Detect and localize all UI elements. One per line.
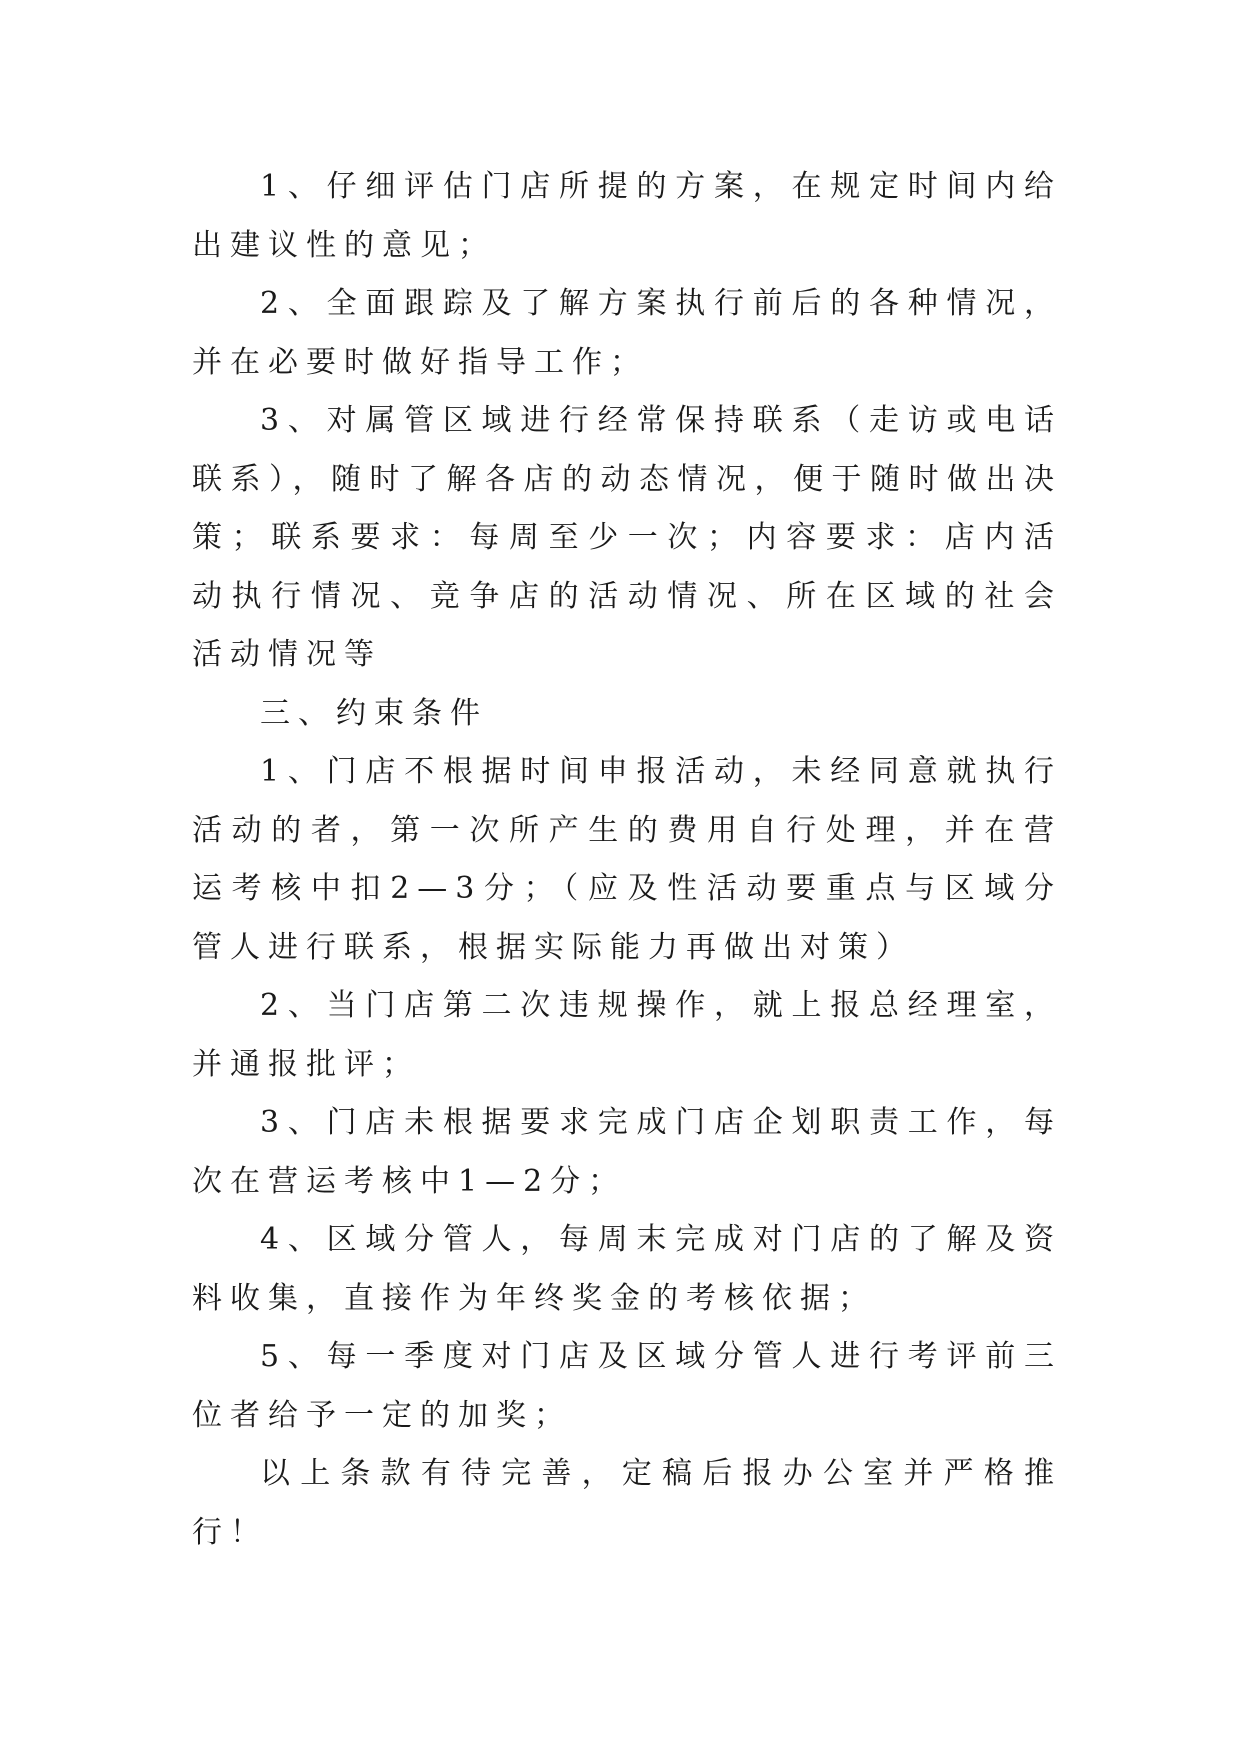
paragraph-duty-1: 1、仔细评估门店所提的方案，在规定时间内给出建议性的意见； — [192, 169, 1062, 263]
paragraph-duty-3: 3、对属管区域进行经常保持联系（走访或电话联系），随时了解各店的动态情况，便于随时做出决策；联系要求：每周至少一次；内容要求：店内活动执行情况、竞争店的活动情况、所在区域的社会活动情况等 — [192, 403, 1062, 672]
paragraph-constraint-3: 3、门店未根据要求完成门店企划职责工作，每次在营运考核中1—2分； — [192, 1105, 1062, 1199]
document-body — [192, 158, 1062, 1562]
paragraph-duty-2: 2、全面跟踪及了解方案执行前后的各种情况，并在必要时做好指导工作； — [192, 286, 1062, 380]
paragraph-constraint-2: 2、当门店第二次违规操作，就上报总经理室，并通报批评； — [192, 988, 1062, 1082]
closing-statement: 以上条款有待完善，定稿后报办公室并严格推行！ — [192, 1456, 1062, 1550]
paragraph-constraint-1: 1、门店不根据时间申报活动，未经同意就执行活动的者，第一次所产生的费用自行处理，并在营运考核中扣2—3分；（应及性活动要重点与区域分管人进行联系，根据实际能力再做出对策） — [192, 754, 1062, 965]
paragraph-constraint-5: 5、每一季度对门店及区域分管人进行考评前三位者给予一定的加奖； — [192, 1339, 1062, 1433]
section-heading-constraints: 三、约束条件 — [260, 695, 488, 731]
paragraph-constraint-4: 4、区域分管人，每周末完成对门店的了解及资料收集，直接作为年终奖金的考核依据； — [192, 1222, 1062, 1316]
